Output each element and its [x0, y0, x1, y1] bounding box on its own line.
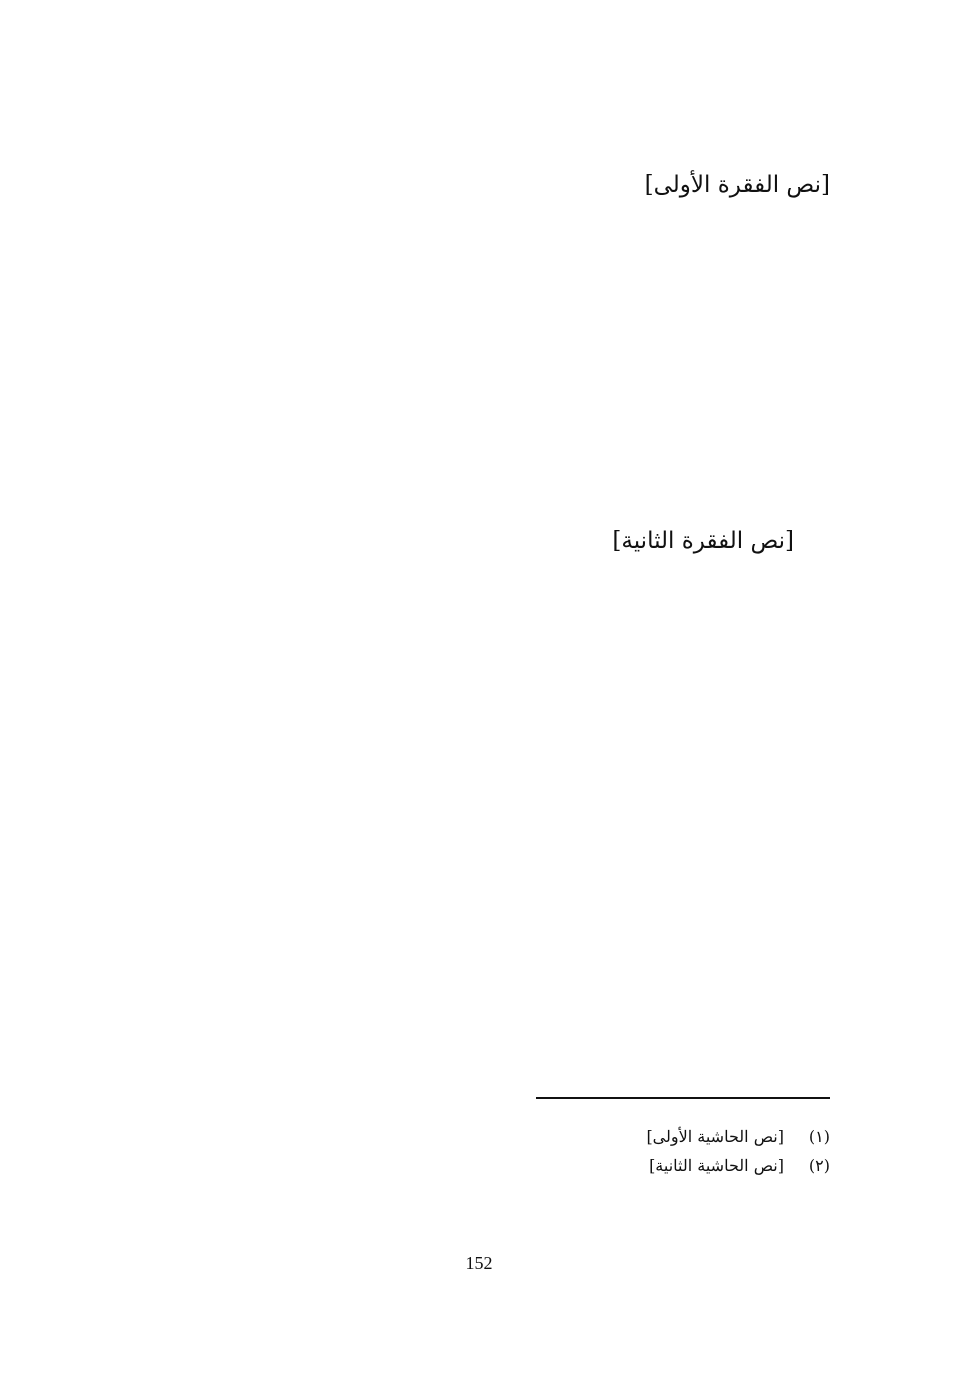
body-paragraph: [نص الفقرة الثانية]	[612, 528, 794, 554]
footnote	[130, 1122, 830, 1151]
footnote-marker: (١)	[808, 1127, 830, 1146]
footnote-text: [نص الحاشية الثانية]	[649, 1156, 784, 1175]
footnote-separator	[536, 1097, 830, 1099]
footnotes	[130, 1122, 830, 1180]
footnote-marker: (٢)	[808, 1156, 830, 1175]
page-number: 152	[465, 1253, 493, 1273]
body-paragraph: [نص الفقرة الأولى]	[644, 172, 830, 198]
footnote-text: [نص الحاشية الأولى]	[646, 1127, 784, 1146]
footnote	[130, 1151, 830, 1180]
